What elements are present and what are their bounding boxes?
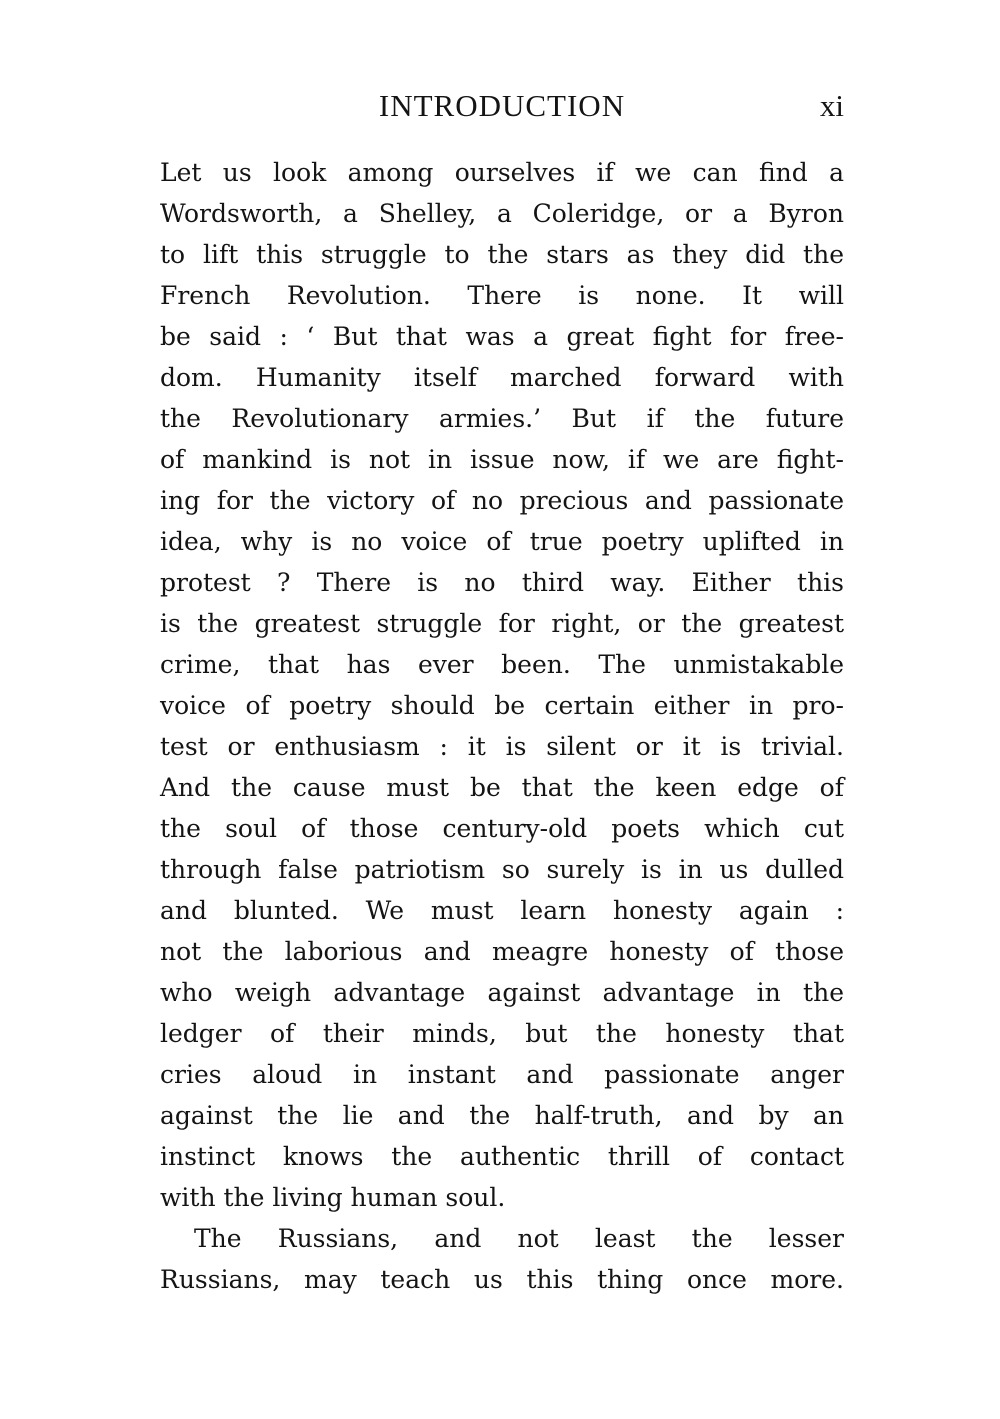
text-line: dom. Humanity itself marched forward with <box>160 363 844 392</box>
text-line: the Revolutionary armies.’ But if the future <box>160 404 844 433</box>
text-line: and blunted. We must learn honesty again : <box>160 896 844 925</box>
text-line: cries aloud in instant and passionate anger <box>160 1060 844 1089</box>
text-line: Wordsworth, a Shelley, a Coleridge, or a Byron <box>160 199 844 228</box>
text-line: of mankind is not in issue now, if we are fight- <box>160 445 844 474</box>
text-line: who weigh advantage against advantage in the <box>160 978 844 1007</box>
text-line: through false patriotism so surely is in us dulled <box>160 855 844 884</box>
text-line: Russians, may teach us this thing once more. <box>160 1265 844 1294</box>
text-line: And the cause must be that the keen edge of <box>160 773 844 802</box>
text-line: to lift this struggle to the stars as they did the <box>160 240 844 269</box>
text-line: test or enthusiasm : it is silent or it is trivial. <box>160 732 844 761</box>
text-line: is the greatest struggle for right, or the greatest <box>160 609 844 638</box>
text-line: against the lie and the half-truth, and by an <box>160 1101 844 1130</box>
text-line: ledger of their minds, but the honesty that <box>160 1019 844 1048</box>
text-line: with the living human soul. <box>160 1183 506 1212</box>
page-header <box>160 88 844 132</box>
paragraph-2 <box>160 1218 844 1300</box>
body-text <box>160 152 844 1300</box>
page-number: xi <box>819 88 844 123</box>
text-line: voice of poetry should be certain either in pro- <box>160 691 844 720</box>
text-line: the soul of those century-old poets which cut <box>160 814 844 843</box>
text-line: crime, that has ever been. The unmistakable <box>160 650 844 679</box>
text-line: French Revolution. There is none. It will <box>160 281 844 310</box>
text-line: protest ? There is no third way. Either this <box>160 568 844 597</box>
text-line: The Russians, and not least the lesser <box>194 1224 844 1253</box>
text-line: not the laborious and meagre honesty of those <box>160 937 844 966</box>
text-line: be said : ‘ But that was a great fight for free- <box>160 322 844 351</box>
text-line: ing for the victory of no precious and passionate <box>160 486 844 515</box>
text-line: Let us look among ourselves if we can find a <box>160 158 844 187</box>
running-head: INTRODUCTION <box>378 88 626 123</box>
paragraph-1 <box>160 152 844 1218</box>
text-line: instinct knows the authentic thrill of contact <box>160 1142 844 1171</box>
text-line: idea, why is no voice of true poetry uplifted in <box>160 527 844 556</box>
